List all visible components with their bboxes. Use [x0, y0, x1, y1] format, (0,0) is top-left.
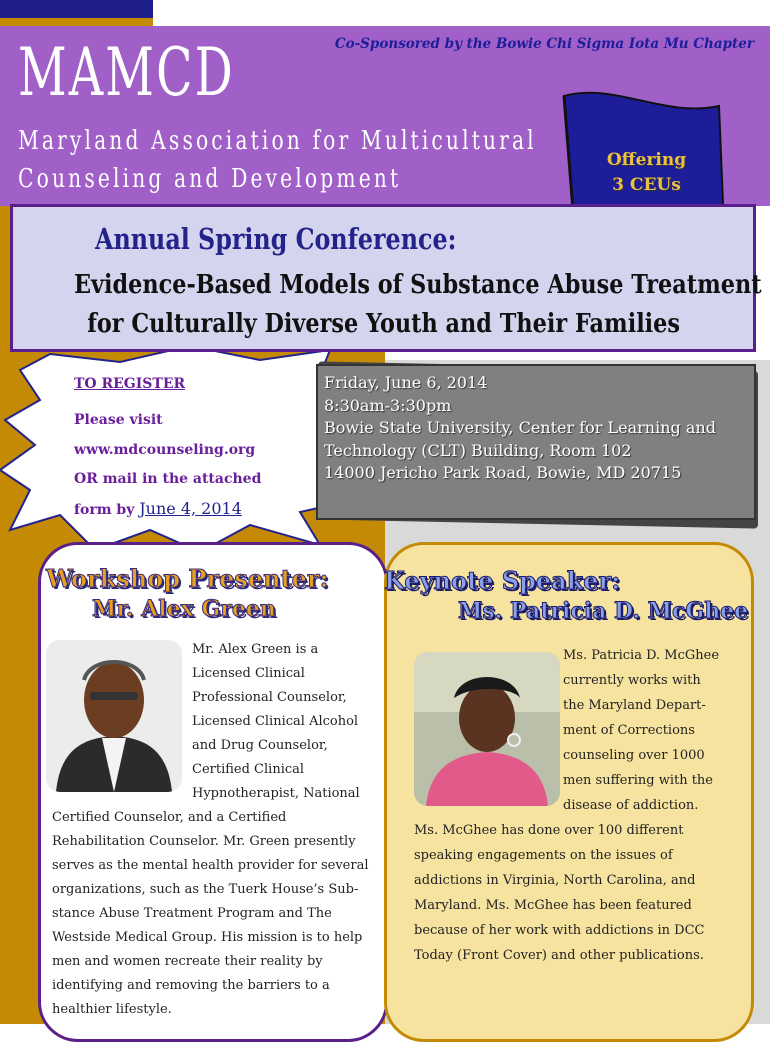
event-date: Friday, June 6, 2014: [324, 373, 488, 392]
keynote-bio-line: addictions in Virginia, North Carolina, and: [414, 873, 696, 888]
keynote-photo: [414, 652, 560, 806]
conference-subtitle-line2: for Culturally Diverse Youth and Their Families: [87, 309, 681, 339]
keynote-name-heading: Ms. Patricia D. McGhee: [458, 598, 749, 624]
keynote-bio-side: [563, 643, 748, 818]
register-deadline: June 4, 2014: [139, 498, 242, 518]
registration-block: [74, 376, 261, 528]
register-line3: OR mail in the attached: [74, 471, 262, 487]
organization-name-line1: Maryland Association for Multicultural: [18, 126, 537, 156]
presenter-bio-line: organizations, such as the Tuerk House’s Sub-: [52, 882, 359, 897]
keynote-bio-line: speaking engagements on the issues of: [414, 848, 673, 863]
keynote-bio-full: [414, 818, 744, 968]
keynote-photo-icon: [414, 652, 560, 806]
presenter-photo-icon: [46, 640, 182, 792]
presenter-bio-side-line: Licensed Clinical Alcohol: [192, 714, 359, 729]
conference-subtitle-line1: Evidence-Based Models of Substance Abuse Treatment: [73, 270, 762, 300]
ceu-badge-line2: 3 CEUs: [612, 175, 681, 195]
register-line1: Please visit: [74, 412, 163, 428]
presenter-bio-line: Certified Counselor, and a Certified: [52, 810, 287, 825]
acronym-title: MAMCD: [18, 34, 235, 111]
keynote-bio-side-line: the Maryland Depart-: [563, 698, 706, 713]
event-time: 8:30am-3:30pm: [324, 395, 452, 415]
keynote-bio-line: Ms. McGhee has done over 100 different: [414, 823, 684, 838]
register-line4-prefix: form by: [74, 501, 140, 518]
register-line4: [74, 499, 261, 529]
organization-name: [18, 122, 580, 198]
presenter-bio-side-line: Hypnotherapist, National: [192, 786, 360, 801]
presenter-bio-side-line: Professional Counselor,: [192, 690, 347, 705]
event-venue-line1: Bowie State University, Center for Learning and: [324, 418, 716, 437]
keynote-bio-side-line: Ms. Patricia D. McGhee: [563, 648, 720, 663]
ceu-badge-line1: Offering: [606, 150, 687, 170]
presenter-bio-line: men and women recreate their reality by: [52, 954, 323, 969]
presenter-bio-line: Rehabilitation Counselor. Mr. Green presently: [52, 834, 356, 849]
presenter-bio-line: Westside Medical Group. His mission is to help: [52, 930, 363, 945]
keynote-bio-side-line: disease of addiction.: [563, 798, 699, 813]
keynote-bio-line: Maryland. Ms. McGhee has been featured: [414, 898, 692, 913]
presenter-bio-line: serves as the mental health provider for several: [52, 858, 369, 873]
navy-corner-block: [0, 0, 153, 18]
presenter-photo: [46, 640, 182, 792]
presenter-bio-side-line: Mr. Alex Green is a: [192, 642, 319, 657]
register-heading: TO REGISTER: [74, 376, 186, 392]
organization-name-line2: Counseling and Development: [18, 164, 402, 194]
ceu-badge: [554, 148, 739, 198]
presenter-bio-line: identifying and removing the barriers to a: [52, 978, 330, 993]
keynote-bio-line: Today (Front Cover) and other publications.: [414, 948, 704, 963]
keynote-bio-side-line: ment of Corrections: [563, 723, 695, 738]
presenter-bio-line: healthier lifestyle.: [52, 1002, 172, 1017]
presenter-bio-side-line: Licensed Clinical: [192, 666, 305, 681]
register-website[interactable]: www.mdcounseling.org: [74, 441, 256, 458]
cosponsor-line: Co-Sponsored by the Bowie Chi Sigma Iota Mu Chapter: [334, 36, 754, 52]
conference-subtitle: [18, 266, 762, 344]
presenter-bio-side-line: and Drug Counselor,: [192, 738, 328, 753]
keynote-role-heading: Keynote Speaker:: [384, 566, 621, 595]
presenter-bio-line: stance Abuse Treatment Program and The: [52, 906, 332, 921]
presenter-bio-side: [192, 638, 372, 806]
keynote-bio-line: because of her work with addictions in DCC: [414, 923, 705, 938]
conference-title: Annual Spring Conference:: [95, 222, 457, 256]
keynote-bio-side-line: currently works with: [563, 673, 701, 688]
event-venue-line2: Technology (CLT) Building, Room 102: [324, 440, 632, 460]
keynote-bio-side-line: counseling over 1000: [563, 748, 705, 763]
event-address: 14000 Jericho Park Road, Bowie, MD 20715: [324, 463, 682, 482]
event-details: [324, 372, 754, 485]
presenter-bio-side-line: Certified Clinical: [192, 762, 305, 777]
presenter-name-heading: Mr. Alex Green: [92, 596, 276, 622]
keynote-bio-side-line: men suffering with the: [563, 773, 714, 788]
presenter-bio-full: [52, 806, 382, 1022]
presenter-role-heading: Workshop Presenter:: [46, 564, 329, 593]
